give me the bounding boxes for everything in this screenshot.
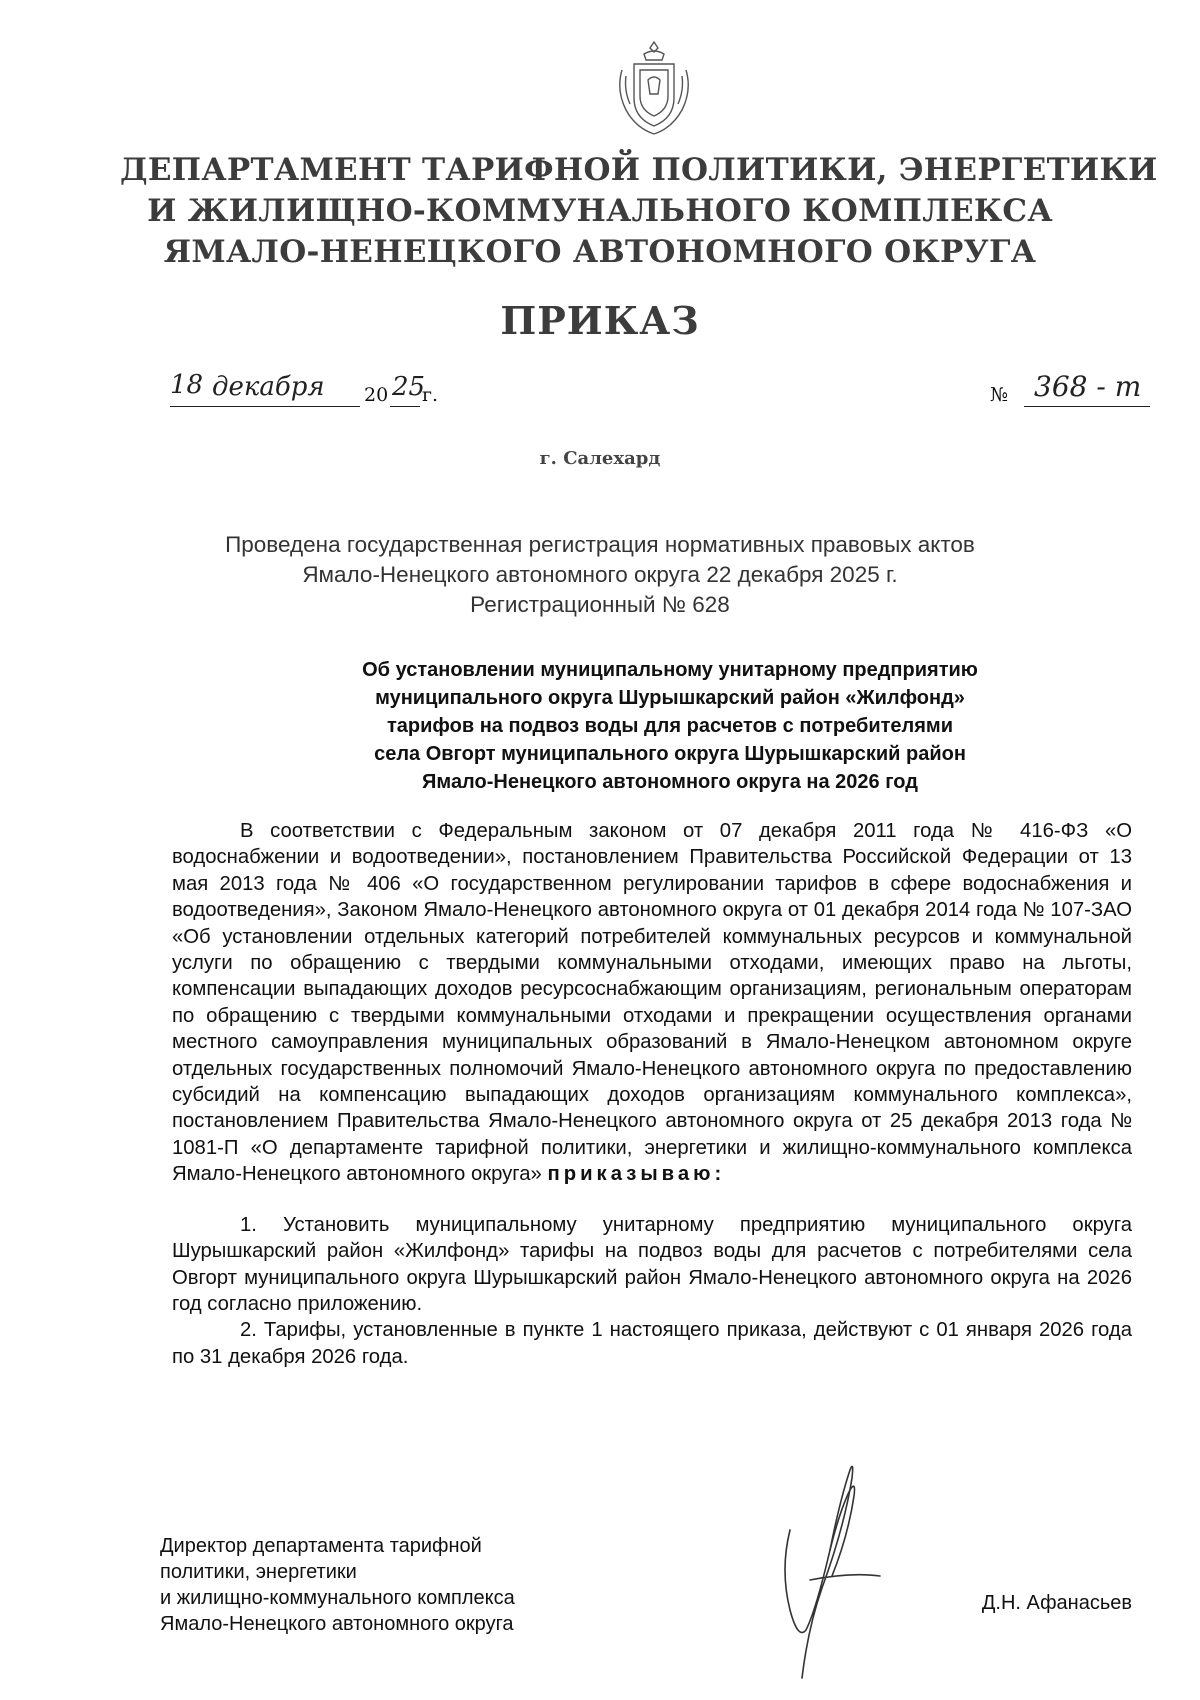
city: г. Салехард xyxy=(539,448,661,469)
order-item-1: 1. Установить муниципальному унитарному предприятию муниципального округа Шурышкарский район «Жилфонд» тарифы на подвоз воды для расчетов с потребителями села Овгорт муниципального округа Шурышкарский район Ямало-Ненецкого автономного округа на 2026 год согласно приложению. xyxy=(172,1213,1132,1315)
signatory-title-line: и жилищно-коммунального комплекса xyxy=(160,1587,515,1609)
coat-of-arms-icon xyxy=(614,40,694,138)
registration-line: Регистрационный № 628 xyxy=(470,592,730,617)
date-year-prefix: 20 xyxy=(364,384,389,406)
subject-line: Об установлении муниципальному унитарному предприятию xyxy=(362,659,978,681)
date-year-suffix: 25 xyxy=(392,372,426,402)
number-underline xyxy=(1024,406,1150,407)
number-value: 368 - т xyxy=(1034,370,1142,403)
handwritten-signature xyxy=(770,1460,950,1690)
department-line: ДЕПАРТАМЕНТ ТАРИФНОЙ ПОЛИТИКИ, ЭНЕРГЕТИКИ xyxy=(120,152,1158,188)
signer-name: Д.Н. Афанасьев xyxy=(981,1592,1132,1614)
department-name xyxy=(120,150,1158,273)
subject-line: села Овгорт муниципального округа Шурышкарский район xyxy=(374,743,966,765)
date-month: декабря xyxy=(212,372,325,402)
document-type: ПРИКАЗ xyxy=(500,298,700,343)
date-day: 18 xyxy=(170,370,204,400)
preamble-paragraph xyxy=(172,818,1132,1188)
subject-line: тарифов на подвоз воды для расчетов с потребителями xyxy=(386,715,954,737)
order-subject xyxy=(280,656,1060,796)
order-item-2: 2. Тарифы, установленные в пункте 1 настоящего приказа, действуют с 01 января 2026 года по 31 декабря 2026 года. xyxy=(172,1319,1132,1368)
number-sign: № xyxy=(990,384,1008,406)
date-underline xyxy=(170,406,360,407)
subject-line: муниципального округа Шурышкарский район «Жилфонд» xyxy=(375,687,965,709)
registration-note xyxy=(0,530,1200,620)
year-underline xyxy=(390,406,420,407)
date-year-unit: г. xyxy=(422,384,438,406)
department-line: И ЖИЛИЩНО-КОММУНАЛЬНОГО КОМПЛЕКСА xyxy=(147,193,1053,229)
subject-line: Ямало-Ненецкого автономного округа на 2026 год xyxy=(422,771,918,793)
registration-line: Проведена государственная регистрация нормативных правовых актов xyxy=(225,532,975,557)
signatory-title-line: Ямало-Ненецкого автономного округа xyxy=(160,1613,514,1635)
preamble-text: В соответствии с Федеральным законом от 07 декабря 2011 года № 416-ФЗ «О водоснабжении и водоотведении», постановлением Правительства Российской Федерации от 13 мая 2013 года № 406 «О государственном регулировании тарифов в сфере водоснабжения и водоотведения», Законом Ямало-Ненецкого автономного округа от 01 декабря 2014 года № 107-ЗАО «Об установлении отдельных категорий потребителей коммунальных ресурсов и коммунальной услуги по обращению с твердыми коммунальными отходами, имеющих право на льготы, компенсации выпадающих доходов ресурсоснабжающим организациям, региональным операторам по обращению с твердыми коммунальными отходами и прекращении осуществления органами местного самоуправления муниципальных образований в Ямало-Ненецком автономном округе отдельных государственных полномочий Ямало-Ненецкого автономного округа по предоставлению субсидий на компенсацию выпадающих доходов организациям коммунального комплекса», постановлением Правительства Ямало-Ненецкого автономного округа от 25 декабря 2013 года № 1081-П «О департаменте тарифной политики, энергетики и жилищно-коммунального комплекса Ямало-Ненецкого автономного округа» xyxy=(172,820,1132,1186)
signatory-title-line: Директор департамента тарифной xyxy=(160,1535,482,1557)
order-body xyxy=(172,818,1132,1370)
signatory-title xyxy=(160,1533,515,1637)
department-line: ЯМАЛО-НЕНЕЦКОГО АВТОНОМНОГО ОКРУГА xyxy=(163,234,1037,270)
signatory-title-line: политики, энергетики xyxy=(160,1561,357,1583)
order-word: приказываю: xyxy=(547,1163,726,1186)
registration-line: Ямало-Ненецкого автономного округа 22 декабря 2025 г. xyxy=(302,562,898,587)
